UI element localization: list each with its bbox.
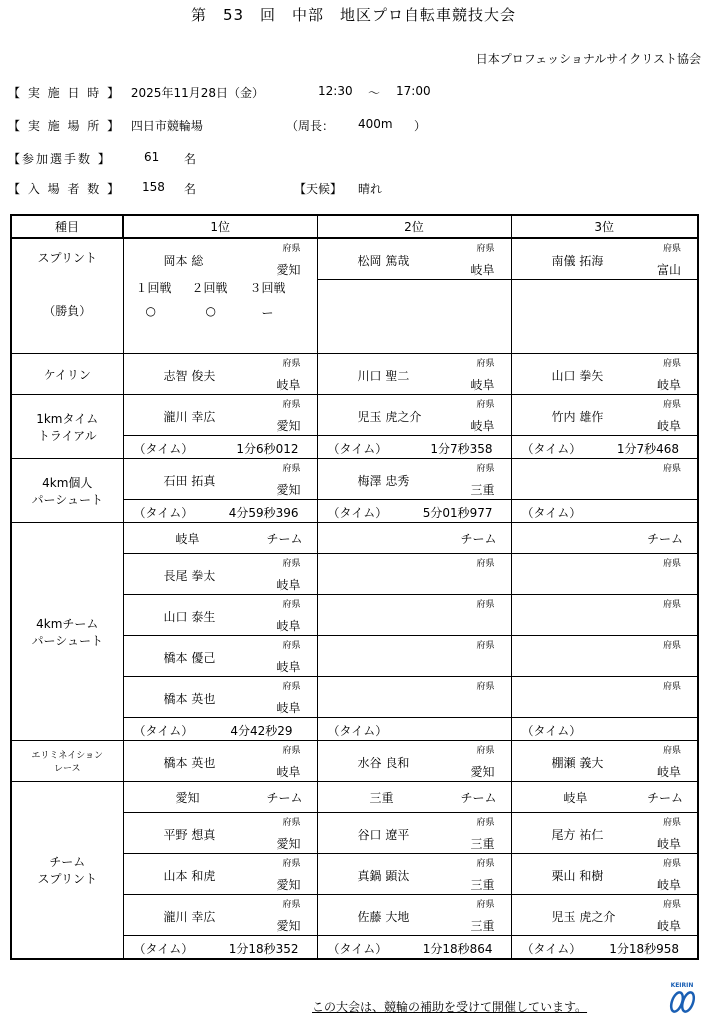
teamsprint-third — [511, 782, 698, 960]
sprint-sub-label: （勝負） — [43, 304, 92, 318]
team-cell — [124, 782, 317, 812]
place-cell — [124, 239, 317, 279]
place-cell — [318, 354, 511, 394]
pref-header: 府県 — [476, 641, 495, 651]
entrants-label: 【参加選手数 】 — [8, 152, 112, 166]
venue-value: 四日市競輪場 — [130, 119, 203, 133]
info-entrants-row — [8, 150, 197, 167]
time-label: （タイム） — [133, 506, 194, 520]
racer-name: 児玉 虎之介 — [357, 410, 422, 424]
pref-header: 府県 — [476, 400, 495, 410]
team-cell — [512, 782, 698, 812]
pref-header: 府県 — [662, 900, 681, 910]
time-cell — [512, 935, 698, 958]
keirin-row — [11, 354, 698, 395]
header-row — [11, 215, 698, 238]
pref-header: 府県 — [476, 559, 495, 569]
racer-pref: 岐阜 — [656, 419, 681, 433]
pref-header: 府県 — [282, 600, 301, 610]
pref-header: 府県 — [282, 746, 301, 756]
time-label: （タイム） — [327, 442, 388, 456]
racer-name: 川口 聖二 — [357, 369, 410, 383]
racer-name: 棚瀬 義大 — [551, 756, 604, 770]
pref-header: 府県 — [662, 244, 681, 254]
ip4km-label-2: パーシュート — [31, 492, 104, 507]
racer-name: 水谷 良和 — [357, 756, 410, 770]
racer-pref: 愛知 — [276, 263, 301, 277]
elim-label-2: レース — [53, 764, 81, 774]
pref-header: 府県 — [282, 244, 301, 254]
time-cell — [512, 717, 698, 740]
time-value: 1分7秒358 — [430, 442, 493, 456]
racer-name: 山口 泰生 — [163, 610, 216, 624]
header-event: 種目 — [11, 215, 123, 238]
racer-pref: 岐阜 — [276, 578, 301, 592]
racer-pref: 岐阜 — [656, 878, 681, 892]
racer-pref: 三重 — [470, 837, 495, 851]
team-label: チーム — [646, 791, 683, 805]
racer-name: 尾方 祐仁 — [551, 828, 604, 842]
time-cell — [124, 717, 317, 740]
racer-pref: 岐阜 — [656, 837, 681, 851]
time-cell — [318, 935, 511, 958]
event-keirin: ケイリン — [11, 354, 123, 395]
racer-pref: 岐阜 — [276, 378, 301, 392]
event-ip4km — [11, 459, 123, 523]
tt1km-first — [123, 395, 317, 459]
racer-name: 橋本 英也 — [163, 692, 216, 706]
place-cell — [512, 553, 698, 594]
racer-pref: 岐阜 — [470, 263, 495, 277]
keirin-third — [511, 354, 698, 395]
time-cell — [318, 499, 511, 522]
time-label: （タイム） — [133, 442, 194, 456]
time-label: （タイム） — [327, 506, 388, 520]
sprint-first — [123, 238, 317, 354]
lap-close: ） — [414, 119, 427, 133]
pref-header: 府県 — [662, 600, 681, 610]
time-label: （タイム） — [521, 942, 582, 956]
tp4km-first — [123, 523, 317, 741]
team-label: チーム — [460, 791, 497, 805]
pref-header: 府県 — [282, 859, 301, 869]
pref-header: 府県 — [282, 900, 301, 910]
weather-label: 【天候】 — [294, 182, 343, 196]
lap-label: （周長： — [286, 119, 335, 133]
team-label: チーム — [460, 532, 497, 546]
pref-header: 府県 — [662, 818, 681, 828]
pref-header: 府県 — [476, 859, 495, 869]
pref-header: 府県 — [476, 464, 495, 474]
organizer: 日本プロフェッショナルサイクリスト協会 — [475, 52, 701, 66]
racer-name: 竹内 雄作 — [551, 410, 604, 424]
team-pref: 愛知 — [175, 791, 200, 805]
time-value: 1分7秒468 — [616, 442, 679, 456]
racer-pref: 三重 — [470, 878, 495, 892]
pref-header: 府県 — [662, 746, 681, 756]
racer-pref: 愛知 — [276, 483, 301, 497]
place-cell — [318, 676, 511, 717]
round-3-result: ー — [261, 306, 274, 320]
racer-pref: 岐阜 — [656, 378, 681, 392]
header-second: 2位 — [317, 215, 511, 238]
sprint-third — [511, 238, 698, 354]
keirin-first — [123, 354, 317, 395]
racer-pref: 愛知 — [276, 837, 301, 851]
racer-name: 瀧川 幸広 — [163, 410, 216, 424]
place-cell — [124, 459, 317, 499]
racer-name: 石田 拓真 — [163, 474, 216, 488]
team-cell — [318, 523, 511, 553]
info-visitors-row — [8, 180, 383, 197]
ip4km-label-1: 4km個人 — [42, 475, 93, 490]
time-value: 4分42秒29 — [230, 724, 293, 738]
team-label: チーム — [266, 532, 303, 546]
racer-name: 志智 俊夫 — [163, 369, 216, 383]
time-value: 4分59秒396 — [228, 506, 299, 520]
elim-first — [123, 741, 317, 782]
time-cell — [124, 499, 317, 522]
racer-pref: 岐阜 — [276, 619, 301, 633]
place-cell — [318, 395, 511, 435]
pref-header: 府県 — [476, 682, 495, 692]
place-cell — [318, 741, 511, 781]
racer-pref: 岐阜 — [470, 378, 495, 392]
tt1km-second — [317, 395, 511, 459]
header-third: 3位 — [511, 215, 698, 238]
team-cell — [318, 782, 511, 812]
elim-third — [511, 741, 698, 782]
tt1km-third — [511, 395, 698, 459]
pref-header: 府県 — [476, 818, 495, 828]
time-value: 1分18秒958 — [609, 942, 679, 956]
racer-name: 橋本 英也 — [163, 756, 216, 770]
tp4km-second — [317, 523, 511, 741]
elim-row — [11, 741, 698, 782]
tp4km-row — [11, 523, 698, 741]
racer-name: 栗山 和樹 — [551, 869, 604, 883]
event-elim — [11, 741, 123, 782]
racer-pref: 岐阜 — [276, 660, 301, 674]
tt1km-label-2: トライアル — [37, 428, 97, 443]
footer-note: この大会は、競輪の補助を受けて開催しています。 — [312, 1000, 588, 1014]
info-date-row — [8, 84, 431, 101]
ip4km-row — [11, 459, 698, 523]
keirin-second — [317, 354, 511, 395]
racer-name: 梅澤 忠秀 — [357, 474, 410, 488]
place-cell — [124, 553, 317, 594]
round-2-result: ○ — [205, 304, 216, 318]
racer-name: 山口 拳矢 — [551, 369, 604, 383]
keirin-logo-icon — [664, 980, 700, 1016]
place-cell — [512, 395, 698, 435]
info-venue-row — [8, 117, 427, 134]
racer-name: 橋本 優己 — [163, 651, 216, 665]
tt1km-row — [11, 395, 698, 459]
place-cell — [318, 553, 511, 594]
team-label: チーム — [646, 532, 683, 546]
round-1-result: ○ — [145, 304, 156, 318]
racer-name: 瀧川 幸広 — [163, 910, 216, 924]
time-value: 1分18秒352 — [228, 942, 299, 956]
place-cell — [124, 395, 317, 435]
place-cell — [512, 853, 698, 894]
team-label: チーム — [266, 791, 303, 805]
event-tt1km — [11, 395, 123, 459]
pref-header: 府県 — [476, 746, 495, 756]
pref-header: 府県 — [282, 559, 301, 569]
ip4km-second — [317, 459, 511, 523]
time-label: （タイム） — [327, 724, 388, 738]
racer-name: 松岡 篤哉 — [357, 254, 410, 268]
place-cell — [512, 459, 698, 499]
event-sprint — [11, 238, 123, 354]
weather-value: 晴れ — [358, 182, 383, 196]
visitors-value: 158 — [142, 180, 165, 194]
pref-header: 府県 — [662, 359, 681, 369]
round-3-label: ３回戦 — [249, 281, 286, 295]
time-sep: ～ — [368, 86, 381, 100]
place-cell — [124, 354, 317, 394]
ip4km-third — [511, 459, 698, 523]
time-label: （タイム） — [327, 942, 388, 956]
racer-pref: 岐阜 — [276, 701, 301, 715]
keirin-logo — [664, 980, 700, 1019]
date-label: 【 実 施 日 時 】 — [8, 86, 122, 100]
pref-header: 府県 — [476, 359, 495, 369]
tp4km-third — [511, 523, 698, 741]
place-cell — [512, 594, 698, 635]
time-cell — [124, 435, 317, 458]
racer-pref: 富山 — [656, 263, 681, 277]
place-cell — [318, 894, 511, 935]
racer-name: 岡本 総 — [163, 254, 204, 268]
time-label: （タイム） — [521, 442, 582, 456]
racer-pref: 岐阜 — [276, 765, 301, 779]
place-cell — [512, 894, 698, 935]
pref-header: 府県 — [282, 682, 301, 692]
keirin-logo-text: KEIRIN — [670, 982, 694, 989]
venue-label: 【 実 施 場 所 】 — [8, 119, 122, 133]
place-cell — [124, 894, 317, 935]
time-end: 17:00 — [396, 84, 431, 98]
time-start: 12:30 — [318, 84, 353, 98]
racer-name: 真鍋 顕汰 — [357, 869, 410, 883]
racer-name: 児玉 虎之介 — [551, 910, 616, 924]
racer-name: 平野 想真 — [163, 828, 216, 842]
place-cell — [318, 594, 511, 635]
time-cell — [512, 435, 698, 458]
pref-header: 府県 — [282, 818, 301, 828]
teamsprint-label-1: チーム — [49, 855, 86, 869]
racer-pref: 三重 — [470, 919, 495, 933]
place-cell — [318, 459, 511, 499]
tp4km-label-1: 4kmチーム — [36, 616, 99, 631]
pref-header: 府県 — [476, 900, 495, 910]
place-cell — [318, 812, 511, 853]
sprint-second — [317, 238, 511, 354]
team-cell — [512, 523, 698, 553]
team-pref: 岐阜 — [175, 532, 200, 546]
results-table — [10, 214, 699, 960]
time-cell — [124, 935, 317, 958]
pref-header: 府県 — [662, 641, 681, 651]
round-2-label: ２回戦 — [191, 281, 228, 295]
tt1km-label-1: 1kmタイム — [36, 411, 99, 426]
pref-header: 府県 — [662, 859, 681, 869]
racer-pref: 愛知 — [276, 878, 301, 892]
pref-header: 府県 — [476, 244, 495, 254]
visitors-label: 【 入 場 者 数 】 — [8, 182, 122, 196]
place-cell — [512, 676, 698, 717]
racer-pref: 愛知 — [276, 919, 301, 933]
time-label: （タイム） — [133, 942, 194, 956]
place-cell — [318, 635, 511, 676]
time-cell — [512, 499, 698, 522]
place-cell — [512, 812, 698, 853]
time-value: 1分18秒864 — [422, 942, 493, 956]
round-1-label: １回戦 — [135, 281, 172, 295]
sprint-row — [11, 238, 698, 354]
entrants-unit: 名 — [184, 152, 197, 166]
elim-second — [317, 741, 511, 782]
racer-name: 長尾 拳太 — [163, 569, 216, 583]
pref-header: 府県 — [662, 464, 681, 474]
pref-header: 府県 — [476, 600, 495, 610]
place-cell — [318, 853, 511, 894]
teamsprint-row — [11, 782, 698, 960]
time-value: 1分6秒012 — [236, 442, 299, 456]
pref-header: 府県 — [662, 682, 681, 692]
team-pref: 岐阜 — [563, 791, 588, 805]
racer-name: 佐藤 大地 — [357, 910, 410, 924]
sprint-label: スプリント — [37, 251, 98, 265]
racer-pref: 三重 — [470, 483, 495, 497]
time-label: （タイム） — [521, 506, 582, 520]
team-pref: 三重 — [369, 791, 394, 805]
lap-value: 400m — [358, 117, 393, 131]
racer-pref: 愛知 — [276, 419, 301, 433]
racer-pref: 岐阜 — [470, 419, 495, 433]
event-tp4km — [11, 523, 123, 741]
place-cell — [124, 635, 317, 676]
event-teamsprint — [11, 782, 123, 960]
place-cell — [124, 812, 317, 853]
time-label: （タイム） — [521, 724, 582, 738]
pref-header: 府県 — [662, 559, 681, 569]
place-cell — [512, 354, 698, 394]
teamsprint-second — [317, 782, 511, 960]
ip4km-first — [123, 459, 317, 523]
pref-header: 府県 — [282, 641, 301, 651]
pref-header: 府県 — [282, 359, 301, 369]
place-cell — [124, 594, 317, 635]
racer-name: 谷口 遼平 — [357, 828, 410, 842]
time-cell — [318, 717, 511, 740]
entrants-value: 61 — [144, 150, 160, 164]
pref-header: 府県 — [662, 400, 681, 410]
team-cell — [124, 523, 317, 553]
racer-name: 南儀 拓海 — [551, 254, 604, 268]
teamsprint-first — [123, 782, 317, 960]
place-cell — [318, 239, 511, 280]
time-cell — [318, 435, 511, 458]
tp4km-label-2: パーシュート — [31, 633, 104, 648]
place-cell — [124, 741, 317, 781]
pref-header: 府県 — [282, 464, 301, 474]
header-first: 1位 — [123, 215, 317, 238]
racer-pref: 岐阜 — [656, 919, 681, 933]
place-cell — [124, 676, 317, 717]
time-value: 5分01秒977 — [422, 506, 493, 520]
place-cell — [512, 239, 698, 280]
place-cell — [124, 853, 317, 894]
teamsprint-label-2: スプリント — [37, 872, 98, 886]
racer-pref: 岐阜 — [656, 765, 681, 779]
racer-name: 山本 和虎 — [163, 869, 216, 883]
page-title: 第 53 回 中部 地区プロ自転車競技大会 — [190, 6, 517, 24]
place-cell — [512, 635, 698, 676]
time-label: （タイム） — [133, 724, 194, 738]
pref-header: 府県 — [282, 400, 301, 410]
sprint-rounds — [124, 279, 317, 353]
elim-label-1: エリミネイション — [31, 751, 104, 761]
place-cell — [512, 741, 698, 781]
racer-pref: 愛知 — [470, 765, 495, 779]
date-value: 2025年11月28日（金） — [130, 86, 264, 100]
visitors-unit: 名 — [184, 182, 197, 196]
